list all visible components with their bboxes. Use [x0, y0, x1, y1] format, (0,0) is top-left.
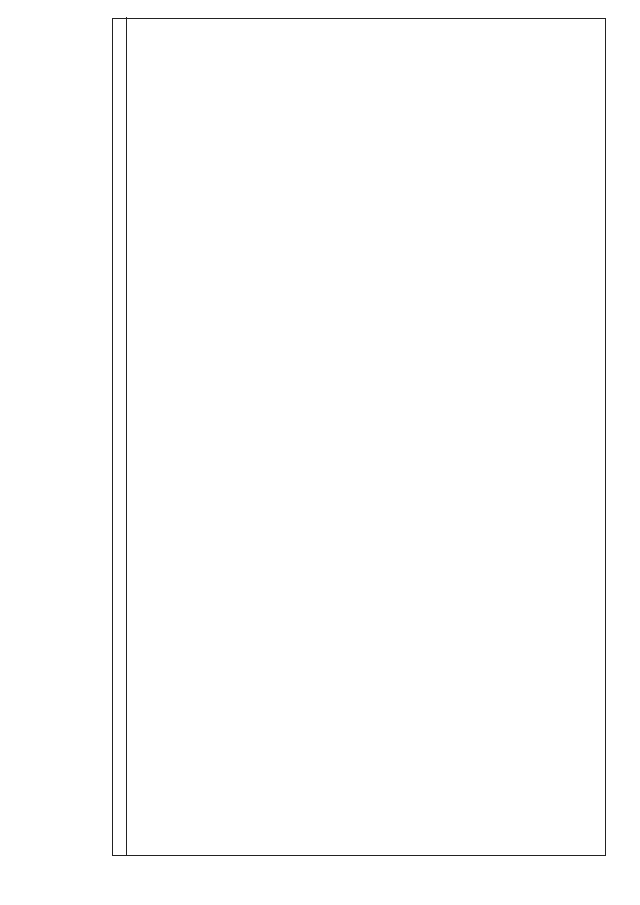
budget-table	[112, 18, 606, 856]
table-header	[113, 17, 127, 855]
